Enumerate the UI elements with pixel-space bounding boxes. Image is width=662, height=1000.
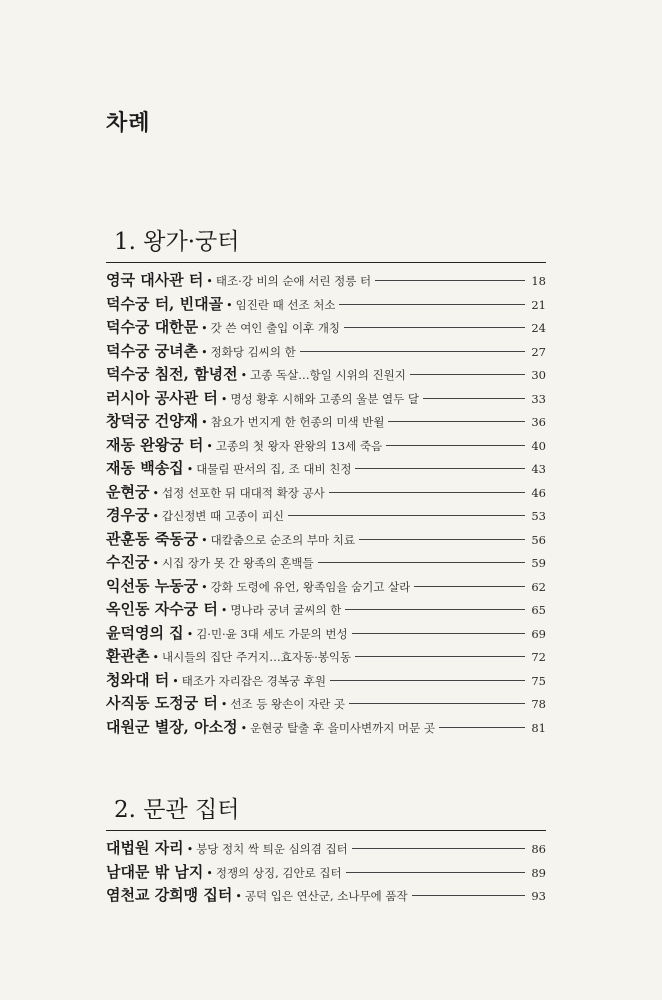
page-number: 89 <box>531 865 546 880</box>
leader-line <box>355 656 525 657</box>
leader-line <box>410 374 525 375</box>
bullet-separator: • <box>206 439 213 453</box>
bullet-separator: • <box>235 890 242 903</box>
entry-title: 청와대 터 <box>106 670 170 689</box>
page-number: 86 <box>531 842 546 856</box>
entry-description: 내시들의 집단 주거지…효자동·봉익동 <box>161 650 352 664</box>
toc-entry[interactable] <box>106 692 546 716</box>
entry-title: 대법원 자리 <box>106 839 184 857</box>
entry-description: 선조 등 왕손이 자란 곳 <box>230 697 345 711</box>
page-number: 69 <box>531 626 546 641</box>
bullet-separator: • <box>201 416 208 429</box>
entry-description: 시집 장가 못 간 왕족의 혼백들 <box>161 556 314 570</box>
leader-line <box>318 562 525 563</box>
entry-title: 덕수궁 침전, 함녕전 <box>106 365 238 383</box>
page-number: 81 <box>531 720 546 735</box>
entry-title: 수진궁 <box>106 553 150 571</box>
entry-title: 창덕궁 건양재 <box>106 412 199 430</box>
entry-title: 덕수궁 터, 빈대골 <box>106 294 224 313</box>
bullet-separator: • <box>186 843 194 856</box>
bullet-separator: • <box>206 866 213 880</box>
leader-line <box>423 398 525 399</box>
page-number: 43 <box>531 462 546 476</box>
page-number: 36 <box>531 415 546 429</box>
entry-title: 운현궁 <box>106 482 150 501</box>
toc-entry[interactable] <box>106 669 546 693</box>
entry-description: 김·민·윤 3대 세도 가문의 번성 <box>196 626 348 641</box>
leader-line <box>288 515 525 516</box>
leader-line <box>388 421 525 422</box>
entry-description: 고종 독살…항일 시위의 진원지 <box>250 368 406 382</box>
page-number: 21 <box>531 297 546 312</box>
entry-description: 섭정 선포한 뒤 대대적 확장 공사 <box>161 485 325 500</box>
entry-title: 사직동 도정궁 터 <box>106 694 218 712</box>
toc-entry[interactable] <box>106 316 546 340</box>
section-heading: 1. 왕가·궁터 <box>114 229 240 255</box>
entry-description: 정화당 김씨의 한 <box>210 344 296 359</box>
entry-description: 태조가 자리잡은 경복궁 후원 <box>181 673 326 688</box>
entry-title: 대원군 별장, 아소정 <box>106 717 238 736</box>
section-divider <box>106 830 546 831</box>
bullet-separator: • <box>186 627 194 641</box>
bullet-separator: • <box>201 345 208 359</box>
entry-title: 익선동 누동궁 <box>106 576 199 595</box>
toc-entry[interactable] <box>106 481 546 505</box>
page-number: 27 <box>531 344 546 359</box>
leader-line <box>329 492 525 493</box>
entry-description: 태조·강 비의 순애 서린 정릉 터 <box>215 274 372 288</box>
toc-entry[interactable] <box>106 387 546 411</box>
entry-title: 윤덕영의 집 <box>106 623 184 642</box>
leader-line <box>386 445 525 446</box>
toc-title: 차례 <box>106 110 151 136</box>
page-number: 33 <box>531 391 546 406</box>
page-number: 18 <box>531 274 546 288</box>
bullet-separator: • <box>152 651 159 664</box>
bullet-separator: • <box>152 510 159 523</box>
entry-title: 경우궁 <box>106 506 150 524</box>
page-number: 75 <box>531 673 546 688</box>
section-entries <box>106 269 546 739</box>
entry-title: 덕수궁 대한문 <box>106 318 199 336</box>
leader-line <box>359 539 525 540</box>
bullet-separator: • <box>201 533 208 547</box>
page-number: 65 <box>531 603 546 617</box>
entry-title: 재동 완왕궁 터 <box>106 435 204 454</box>
toc-section-2 <box>106 790 546 908</box>
bullet-separator: • <box>201 580 208 594</box>
entry-description: 임진란 때 선조 처소 <box>235 297 336 312</box>
leader-line <box>300 351 525 352</box>
entry-description: 갑신정변 때 고종이 피신 <box>161 509 285 523</box>
entry-title: 관훈동 죽동궁 <box>106 529 199 548</box>
entry-description: 공덕 입은 연산군, 소나무에 품작 <box>244 889 408 903</box>
page-number: 62 <box>531 579 546 594</box>
entry-title: 덕수궁 궁녀촌 <box>106 341 199 360</box>
page-number: 72 <box>531 650 546 664</box>
section-divider <box>106 262 546 263</box>
page-number: 40 <box>531 438 546 453</box>
bullet-separator: • <box>220 698 228 711</box>
leader-line <box>375 280 525 281</box>
leader-line <box>355 468 525 469</box>
entry-description: 갓 쓴 여인 출입 이후 개칭 <box>210 321 341 335</box>
entry-description: 대물림 판서의 집, 조 대비 친정 <box>196 462 352 476</box>
leader-line <box>346 872 525 873</box>
toc-section-1 <box>106 222 546 739</box>
toc-entry[interactable] <box>106 861 546 885</box>
toc-entry[interactable] <box>106 837 546 861</box>
toc-entry[interactable] <box>106 716 546 740</box>
page-number: 46 <box>531 485 546 500</box>
page-number: 56 <box>531 532 546 547</box>
toc-entry[interactable] <box>106 622 546 646</box>
bullet-separator: • <box>201 322 208 335</box>
entry-description: 참요가 번지게 한 헌종의 미색 반윌 <box>210 415 385 429</box>
toc-entry[interactable] <box>106 884 546 908</box>
leader-line <box>352 633 525 634</box>
toc-entry[interactable] <box>106 528 546 552</box>
page-number: 30 <box>531 368 546 382</box>
leader-line <box>412 895 525 896</box>
entry-title: 남대문 밖 남지 <box>106 862 204 881</box>
page-number: 78 <box>531 697 546 711</box>
entry-description: 고종의 첫 왕자 완왕의 13세 죽음 <box>215 438 383 453</box>
leader-line <box>414 586 525 587</box>
entry-description: 붕당 정치 싹 틔운 심의겸 집터 <box>196 842 348 856</box>
toc-entry[interactable] <box>106 551 546 575</box>
page-number: 59 <box>531 556 546 570</box>
entry-description: 대칼춤으로 순조의 부마 치료 <box>210 532 355 547</box>
leader-line <box>330 680 525 681</box>
entry-description: 명성 황후 시해와 고종의 울분 열두 달 <box>230 391 419 406</box>
leader-line <box>344 327 525 328</box>
entry-description: 운현궁 탈출 후 을미사변까지 머문 곳 <box>250 720 436 735</box>
toc-entry[interactable] <box>106 340 546 364</box>
page-number: 93 <box>531 889 546 903</box>
entry-description: 정쟁의 상징, 김안로 집터 <box>215 865 342 880</box>
bullet-separator: • <box>186 463 194 476</box>
bullet-separator: • <box>172 674 179 688</box>
bullet-separator: • <box>152 557 159 570</box>
toc-entry[interactable] <box>106 575 546 599</box>
section-heading: 2. 문관 집터 <box>114 797 240 823</box>
toc-entry[interactable] <box>106 504 546 528</box>
leader-line <box>349 703 525 704</box>
entry-title: 러시아 공사관 터 <box>106 388 218 407</box>
entry-title: 염천교 강희맹 집터 <box>106 886 233 904</box>
bullet-separator: • <box>226 298 233 312</box>
entry-title: 환관촌 <box>106 647 150 665</box>
section-entries <box>106 837 546 908</box>
toc-entry[interactable] <box>106 434 546 458</box>
bullet-separator: • <box>240 721 248 735</box>
bullet-separator: • <box>220 604 228 617</box>
bullet-separator: • <box>206 275 213 288</box>
toc-entry[interactable] <box>106 645 546 669</box>
bullet-separator: • <box>220 392 228 406</box>
entry-title: 재동 백송집 <box>106 459 184 477</box>
toc-entry[interactable] <box>106 410 546 434</box>
entry-title: 영국 대사관 터 <box>106 271 204 289</box>
leader-line <box>339 304 525 305</box>
toc-entry[interactable] <box>106 293 546 317</box>
leader-line <box>345 609 525 610</box>
leader-line <box>439 727 525 728</box>
toc-entry[interactable] <box>106 598 546 622</box>
toc-entry[interactable] <box>106 457 546 481</box>
toc-entry[interactable] <box>106 363 546 387</box>
bullet-separator: • <box>152 486 159 500</box>
entry-title: 옥인동 자수궁 터 <box>106 600 218 618</box>
leader-line <box>352 848 525 849</box>
page-number: 24 <box>531 321 546 335</box>
page-number: 53 <box>531 509 546 523</box>
entry-description: 명나라 궁녀 굴씨의 한 <box>230 603 342 617</box>
toc-entry[interactable] <box>106 269 546 293</box>
bullet-separator: • <box>240 369 248 382</box>
entry-description: 강화 도령에 유언, 왕족임을 숨기고 살라 <box>210 579 411 594</box>
